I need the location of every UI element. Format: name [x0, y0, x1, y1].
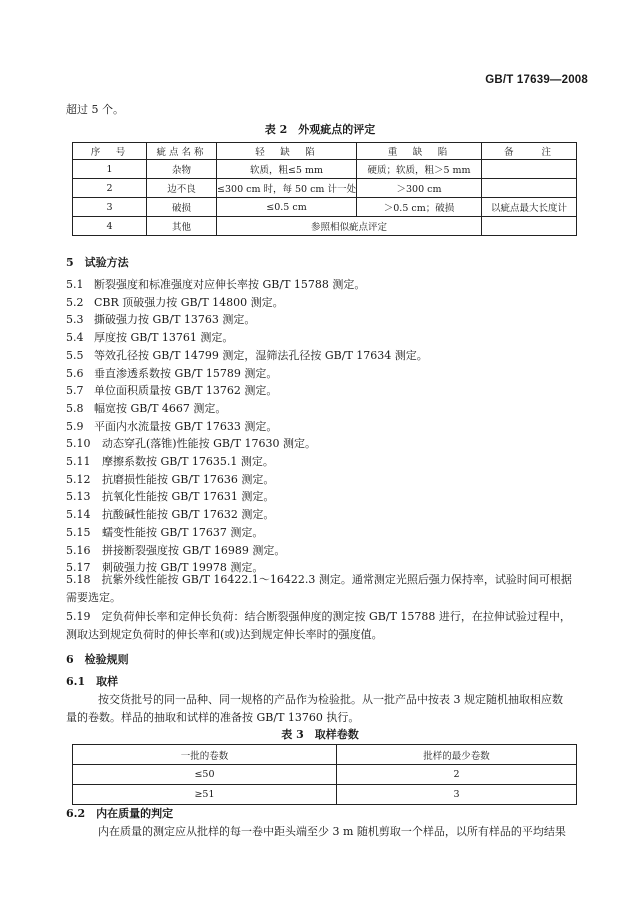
list-item-number: 5.7	[66, 384, 84, 398]
table2-defect-evaluation	[72, 142, 577, 236]
list-item-text: 单位面积质量按 GB/T 13762 测定。	[94, 384, 278, 398]
list-item-number: 5.10	[66, 437, 91, 451]
table-row	[73, 785, 577, 805]
table3-header-cell: 一批的卷数	[73, 745, 337, 765]
list-item-text: 动态穿孔(落锥)性能按 GB/T 17630 测定。	[102, 437, 316, 451]
list-item	[66, 437, 316, 451]
table-row	[73, 765, 577, 785]
table-cell: ≥51	[73, 785, 337, 805]
table2-caption: 表 2 外观疵点的评定	[264, 123, 376, 136]
list-item	[66, 402, 226, 416]
list-item	[66, 278, 365, 292]
table2-header-cell: 序 号	[73, 143, 147, 160]
table3-header-row	[73, 745, 577, 765]
table-row	[73, 217, 577, 236]
list-item-text: 撕破强力按 GB/T 13763 测定。	[94, 313, 256, 327]
table-cell: 其他	[147, 217, 217, 236]
item-5-18-line1: 5.18 抗紫外线性能按 GB/T 16422.1～16422.3 测定。通常测定光照后强力保持率，试验时间可根据	[66, 573, 572, 586]
table-cell: 破损	[147, 198, 217, 217]
table-cell: 软质，粗≤5 mm	[217, 160, 357, 179]
list-item-number: 5.3	[66, 313, 84, 327]
table3-header-cell: 批样的最少卷数	[337, 745, 577, 765]
list-item-text: 摩擦系数按 GB/T 17635.1 测定。	[102, 455, 274, 468]
table-cell: ≤300 cm 时，每 50 cm 计一处	[217, 179, 357, 198]
item-5-18-line2: 需要选定。	[66, 591, 121, 604]
list-item-number: 5.2	[66, 295, 84, 309]
section5-heading: 5 试验方法	[66, 256, 129, 269]
list-item-number: 5.4	[66, 331, 84, 345]
list-item-number: 5.15	[66, 525, 91, 539]
list-item	[66, 490, 274, 504]
list-item	[66, 455, 274, 469]
list-item-number: 5.11	[66, 455, 91, 468]
table-cell: 杂物	[147, 160, 217, 179]
list-item	[66, 349, 428, 363]
list-item-text: 拼接断裂强度按 GB/T 16989 测定。	[102, 543, 286, 557]
table-cell: 2	[337, 765, 577, 785]
table-cell	[482, 217, 577, 236]
table2-header-cell: 重 缺 陷	[357, 143, 482, 160]
para-6-1-line1: 按交货批号的同一品种、同一规格的产品作为检验批。从一批产品中按表 3 规定随机抽取相应数	[98, 693, 563, 706]
list-item	[66, 473, 274, 487]
table3-caption: 表 3 取样卷数	[281, 728, 359, 741]
list-item-text: 等效孔径按 GB/T 14799 测定，湿筛法孔径按 GB/T 17634 测定。	[94, 348, 428, 362]
table-cell: 4	[73, 217, 147, 236]
table2-header-cell: 备 注	[482, 143, 577, 160]
table-cell: 3	[73, 198, 147, 217]
para-6-2-line1: 内在质量的测定应从批样的每一卷中距头端至少 3 m 随机剪取一个样品，以所有样品的平均结果	[98, 825, 566, 838]
table-cell: 以疵点最大长度计	[482, 198, 577, 217]
list-item-text: 平面内水流量按 GB/T 17633 测定。	[94, 419, 278, 433]
table2-header-cell: 疵点名称	[147, 143, 217, 160]
table2-header-cell: 轻 缺 陷	[217, 143, 357, 160]
list-item-number: 5.5	[66, 348, 84, 362]
list-item	[66, 313, 255, 327]
list-item-text: 幅宽按 GB/T 4667 测定。	[94, 401, 227, 415]
subsection-6-1: 6.1 取样	[66, 675, 119, 688]
para-6-1-line2: 量的卷数。样品的抽取和试样的准备按 GB/T 13760 执行。	[66, 711, 360, 724]
intro-line: 超过 5 个。	[66, 103, 124, 116]
list-item-text: CBR 顶破强力按 GB/T 14800 测定。	[94, 295, 284, 309]
list-item-number: 5.9	[66, 419, 84, 433]
list-item	[66, 331, 233, 345]
standard-code: GB/T 17639—2008	[485, 74, 588, 86]
list-item-number: 5.14	[66, 508, 91, 522]
table-cell-merged: 参照相似疵点评定	[217, 217, 482, 236]
table-cell: ＞300 cm	[357, 179, 482, 198]
section6-heading: 6 检验规则	[66, 653, 129, 666]
list-item-text: 抗磨损性能按 GB/T 17636 测定。	[102, 472, 275, 486]
table2-header-row	[73, 143, 577, 160]
table-cell	[482, 179, 577, 198]
table-cell	[482, 160, 577, 179]
table-cell: 1	[73, 160, 147, 179]
list-item-text: 刺破强力按 GB/T 19978 测定。	[102, 561, 264, 575]
list-item-number: 5.8	[66, 401, 84, 415]
table-row	[73, 179, 577, 198]
list-item	[66, 296, 284, 310]
list-item-number: 5.6	[66, 366, 84, 380]
list-item-number: 5.16	[66, 543, 91, 557]
table-cell: 硬质；软质，粗＞5 mm	[357, 160, 482, 179]
item-5-19-line1: 5.19 定负荷伸长率和定伸长负荷：结合断裂强伸度的测定按 GB/T 15788 进行，在拉伸试验过程中，	[66, 610, 571, 623]
list-item	[66, 508, 274, 522]
list-item	[66, 544, 285, 558]
list-item	[66, 526, 263, 540]
list-item-text: 厚度按 GB/T 13761 测定。	[94, 331, 234, 345]
list-item-text: 抗酸碱性能按 GB/T 17632 测定。	[102, 508, 275, 522]
list-item-text: 蠕变性能按 GB/T 17637 测定。	[102, 525, 264, 539]
table-cell: ＞0.5 cm；破损	[357, 198, 482, 217]
table-cell: ≤50	[73, 765, 337, 785]
list-item-text: 垂直渗透系数按 GB/T 15789 测定。	[94, 366, 278, 380]
table-row	[73, 160, 577, 179]
list-item-number: 5.13	[66, 490, 91, 504]
list-item	[66, 420, 277, 434]
table-row	[73, 198, 577, 217]
list-item-text: 抗氧化性能按 GB/T 17631 测定。	[102, 490, 275, 504]
subsection-6-2: 6.2 内在质量的判定	[66, 807, 174, 820]
table-cell: ≤0.5 cm	[217, 198, 357, 217]
list-item-text: 断裂强度和标准强度对应伸长率按 GB/T 15788 测定。	[94, 278, 366, 291]
list-item	[66, 384, 277, 398]
item-5-19-line2: 测取达到规定负荷时的伸长率和(或)达到规定伸长率时的强度值。	[66, 628, 383, 641]
table3-sampling-rolls	[72, 744, 577, 805]
list-item-number: 5.1	[66, 278, 84, 291]
table-cell: 边不良	[147, 179, 217, 198]
table-cell: 2	[73, 179, 147, 198]
list-item-number: 5.17	[66, 561, 91, 575]
list-item	[66, 367, 277, 381]
list-item-number: 5.12	[66, 472, 91, 486]
table-cell: 3	[337, 785, 577, 805]
